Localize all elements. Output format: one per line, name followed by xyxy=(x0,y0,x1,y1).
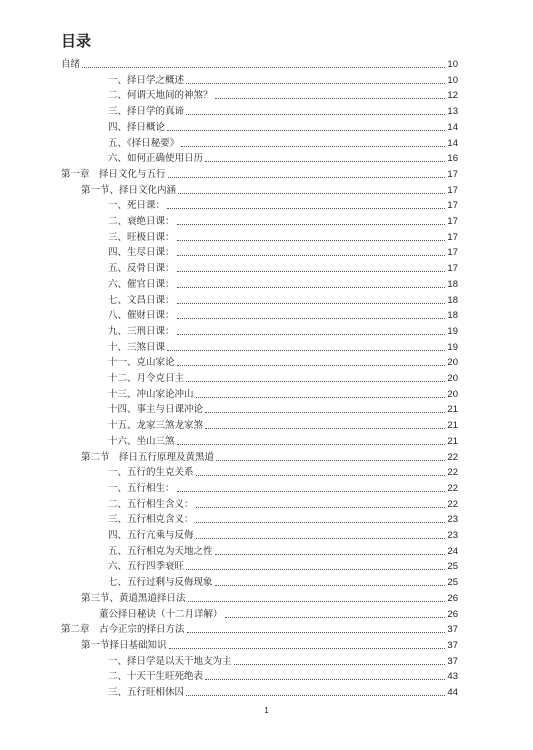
toc-entry[interactable] xyxy=(81,182,458,197)
toc-entry-label: 一、五行的生克关系 xyxy=(108,467,194,479)
toc-entry-page: 20 xyxy=(447,373,458,384)
toc-entry[interactable] xyxy=(108,135,458,150)
toc-entry-page: 25 xyxy=(447,561,458,573)
toc-entry-label: 四、五行亢乘与反侮 xyxy=(108,530,194,541)
toc-entry[interactable] xyxy=(108,87,458,102)
toc-entry-page: 14 xyxy=(447,137,458,149)
dot-leader xyxy=(186,569,445,570)
dot-leader xyxy=(82,67,445,68)
dot-leader xyxy=(196,397,446,398)
dot-leader xyxy=(177,444,446,445)
toc-entry-label: 二、衰绝日课： xyxy=(108,216,175,227)
toc-entry-page: 17 xyxy=(447,247,458,259)
dot-leader xyxy=(196,475,446,476)
toc-entry[interactable] xyxy=(108,244,458,259)
toc-entry-label: 七、文昌日课： xyxy=(108,294,175,306)
toc-entry-label: 六、五行四季衰旺 xyxy=(108,561,185,573)
dot-leader xyxy=(177,334,446,335)
toc-entry[interactable] xyxy=(108,370,458,385)
toc-entry[interactable] xyxy=(108,527,458,542)
toc-entry-label: 七、五行过剩与反侮现象 xyxy=(108,577,213,589)
dot-leader xyxy=(215,98,446,99)
toc-entry-page: 17 xyxy=(447,216,458,227)
dot-leader xyxy=(177,303,446,304)
dot-leader xyxy=(187,632,446,633)
toc-entry-label: 第二章 古今正宗的择日方法 xyxy=(61,624,185,636)
toc-entry-label: 六、催官日课： xyxy=(108,278,175,290)
toc-entry[interactable] xyxy=(108,684,458,699)
dot-leader xyxy=(205,428,445,429)
toc-entry-page: 18 xyxy=(447,310,458,322)
toc-entry[interactable] xyxy=(108,339,458,354)
dot-leader xyxy=(177,365,446,366)
toc-entry-label: 董公择日秘诀（十二月详解） xyxy=(99,608,223,620)
toc-entry[interactable] xyxy=(108,197,458,212)
toc-entry-page: 37 xyxy=(447,655,458,667)
toc-entry[interactable] xyxy=(108,543,458,558)
toc-entry-page: 22 xyxy=(447,498,458,510)
toc-entry-label: 第一章 择日文化与五行 xyxy=(61,168,166,180)
toc-entry-page: 17 xyxy=(447,231,458,243)
dot-leader xyxy=(215,585,446,586)
toc-entry[interactable] xyxy=(108,480,458,495)
toc-entry-page: 26 xyxy=(447,608,458,620)
toc-entry-label: 一、五行相生： xyxy=(108,482,175,494)
toc-entry[interactable] xyxy=(108,558,458,573)
toc-entry[interactable] xyxy=(108,464,458,479)
dot-leader xyxy=(177,255,446,256)
toc-entry-label: 第一节、择日文化内涵 xyxy=(81,184,177,196)
dot-leader xyxy=(177,224,446,225)
toc-entry[interactable] xyxy=(81,637,458,652)
toc-entry-page: 21 xyxy=(447,404,458,416)
toc-entry[interactable] xyxy=(61,621,458,636)
toc-entry-label: 第三节、黄道黑道择日法 xyxy=(81,592,186,604)
dot-leader xyxy=(177,271,446,272)
toc-entry-page: 14 xyxy=(447,121,458,133)
toc-entry[interactable] xyxy=(108,386,458,401)
dot-leader xyxy=(177,491,446,492)
toc-entry-page: 20 xyxy=(447,388,458,400)
toc-entry[interactable] xyxy=(108,417,458,432)
dot-leader xyxy=(178,193,445,194)
toc-entry-page: 19 xyxy=(447,325,458,337)
toc-entry-page: 44 xyxy=(447,687,458,698)
toc-entry-page: 22 xyxy=(447,451,458,463)
toc-entry-label: 十一、克山家论 xyxy=(108,357,175,369)
toc-entry[interactable] xyxy=(108,103,458,118)
toc-entry-label: 十六、坐山三煞 xyxy=(108,435,175,447)
toc-entry-label: 十、三煞日课 xyxy=(108,341,166,353)
dot-leader xyxy=(186,114,445,115)
toc-entry-page: 37 xyxy=(447,639,458,651)
toc-entry-label: 四、生尽日课： xyxy=(108,247,175,259)
toc-entry[interactable] xyxy=(108,323,458,338)
dot-leader xyxy=(168,177,446,178)
toc-entry-label: 一、择日学是以天干地支为主 xyxy=(108,655,232,667)
toc-entry-label: 八、催财日课： xyxy=(108,310,175,322)
dot-leader xyxy=(205,412,445,413)
toc-entry[interactable] xyxy=(108,511,458,526)
toc-entry[interactable] xyxy=(61,56,458,71)
dot-leader xyxy=(177,240,446,241)
toc-entry[interactable] xyxy=(108,150,458,165)
dot-leader xyxy=(186,83,445,84)
toc-entry-label: 三、五行相克含义： xyxy=(108,514,194,526)
toc-entry[interactable] xyxy=(99,606,458,621)
toc-entry[interactable] xyxy=(81,449,458,464)
dot-leader xyxy=(186,381,445,382)
toc-entry[interactable] xyxy=(81,590,458,605)
toc-entry-page: 24 xyxy=(447,545,458,557)
toc-entry-page: 43 xyxy=(447,671,458,683)
toc-entry-label: 二、十天干生旺死绝表 xyxy=(108,671,204,683)
toc-entry-page: 12 xyxy=(447,90,458,102)
toc-entry[interactable] xyxy=(108,72,458,87)
toc-entry[interactable] xyxy=(108,292,458,307)
dot-leader xyxy=(234,664,446,665)
toc-entry-label: 五、五行相克为天地之性 xyxy=(108,545,213,557)
toc-entry-page: 17 xyxy=(447,263,458,275)
toc-entry-label: 五、《择日秘要》 xyxy=(108,137,180,149)
toc-entry-label: 十二、月令克日主 xyxy=(108,373,185,384)
toc-entry-page: 22 xyxy=(447,482,458,494)
toc-entry-page: 37 xyxy=(447,624,458,636)
toc-entry-label: 三、五行旺相休囚 xyxy=(108,687,185,698)
toc-entry-page: 22 xyxy=(447,467,458,479)
toc-entry[interactable] xyxy=(108,119,458,134)
dot-leader xyxy=(169,648,446,649)
toc-entry-page: 17 xyxy=(447,184,458,196)
dot-leader xyxy=(205,161,445,162)
toc-entry-label: 自绪 xyxy=(61,59,81,70)
toc-entry-label: 三、旺极日课： xyxy=(108,231,175,243)
toc-entry-label: 十三、冲山家论冲山 xyxy=(108,388,194,400)
toc-entry-page: 23 xyxy=(447,530,458,541)
toc-entry[interactable] xyxy=(61,166,458,181)
dot-leader xyxy=(225,617,446,618)
dot-leader xyxy=(177,318,446,319)
toc-entry-page: 13 xyxy=(447,106,458,118)
toc-entry[interactable] xyxy=(108,229,458,244)
dot-leader xyxy=(167,130,445,131)
dot-leader xyxy=(216,460,445,461)
toc-entry-page: 21 xyxy=(447,435,458,447)
toc-entry-label: 四、择日概论 xyxy=(108,121,166,133)
toc-entry-label: 三、择日学的真谛 xyxy=(108,106,185,118)
toc-entry-label: 五、反骨日课： xyxy=(108,263,175,275)
toc-entry-label: 十五、龙家三煞龙家煞 xyxy=(108,420,204,432)
toc-entry-label: 第二节 择日五行原理及黄黑道 xyxy=(81,451,215,463)
toc-entry-page: 10 xyxy=(447,59,458,70)
dot-leader xyxy=(196,507,446,508)
toc-entry[interactable] xyxy=(108,496,458,511)
dot-leader xyxy=(181,146,445,147)
toc-entry[interactable] xyxy=(108,668,458,683)
dot-leader xyxy=(196,538,446,539)
toc-entry-page: 20 xyxy=(447,357,458,369)
toc-entry[interactable] xyxy=(108,653,458,668)
toc-entry[interactable] xyxy=(108,433,458,448)
toc-entry-label: 一、死日课： xyxy=(108,200,166,212)
toc-entry[interactable] xyxy=(108,574,458,589)
toc-entry-label: 六、如何正确使用日历 xyxy=(108,153,204,165)
toc-entry-page: 18 xyxy=(447,278,458,290)
dot-leader xyxy=(205,679,445,680)
toc-entry[interactable] xyxy=(108,213,458,228)
toc-entry-page: 19 xyxy=(447,341,458,353)
dot-leader xyxy=(215,554,446,555)
dot-leader xyxy=(167,208,445,209)
dot-leader xyxy=(186,695,445,696)
toc-entry-label: 第一节择日基础知识 xyxy=(81,639,167,651)
toc-entry-page: 16 xyxy=(447,153,458,165)
toc-entry-label: 二、五行相生含义： xyxy=(108,498,194,510)
toc-entry-label: 九、三刑日课： xyxy=(108,325,175,337)
toc-entry-page: 10 xyxy=(447,74,458,86)
toc-entry-page: 25 xyxy=(447,577,458,589)
toc-entry-page: 18 xyxy=(447,294,458,306)
dot-leader xyxy=(167,350,445,351)
toc-entry[interactable] xyxy=(108,401,458,416)
toc-entry-label: 十四、事主与日课冲论 xyxy=(108,404,204,416)
toc-entry-label: 二、何谓天地间的神煞？ xyxy=(108,90,213,102)
page-number: 1 xyxy=(264,706,269,715)
toc-entry-label: 一、择日学之概述 xyxy=(108,74,185,86)
dot-leader xyxy=(188,601,446,602)
toc-entry[interactable] xyxy=(108,260,458,275)
dot-leader xyxy=(196,522,446,523)
toc-entry-page: 26 xyxy=(447,592,458,604)
toc-entry-page: 17 xyxy=(447,200,458,212)
toc-entry-page: 17 xyxy=(447,168,458,180)
page-title: 目录 xyxy=(61,32,92,50)
toc-entry[interactable] xyxy=(108,354,458,369)
toc-entry[interactable] xyxy=(108,307,458,322)
toc-entry-page: 21 xyxy=(447,420,458,432)
toc-entry[interactable] xyxy=(108,276,458,291)
dot-leader xyxy=(177,287,446,288)
toc-entry-page: 23 xyxy=(447,514,458,526)
